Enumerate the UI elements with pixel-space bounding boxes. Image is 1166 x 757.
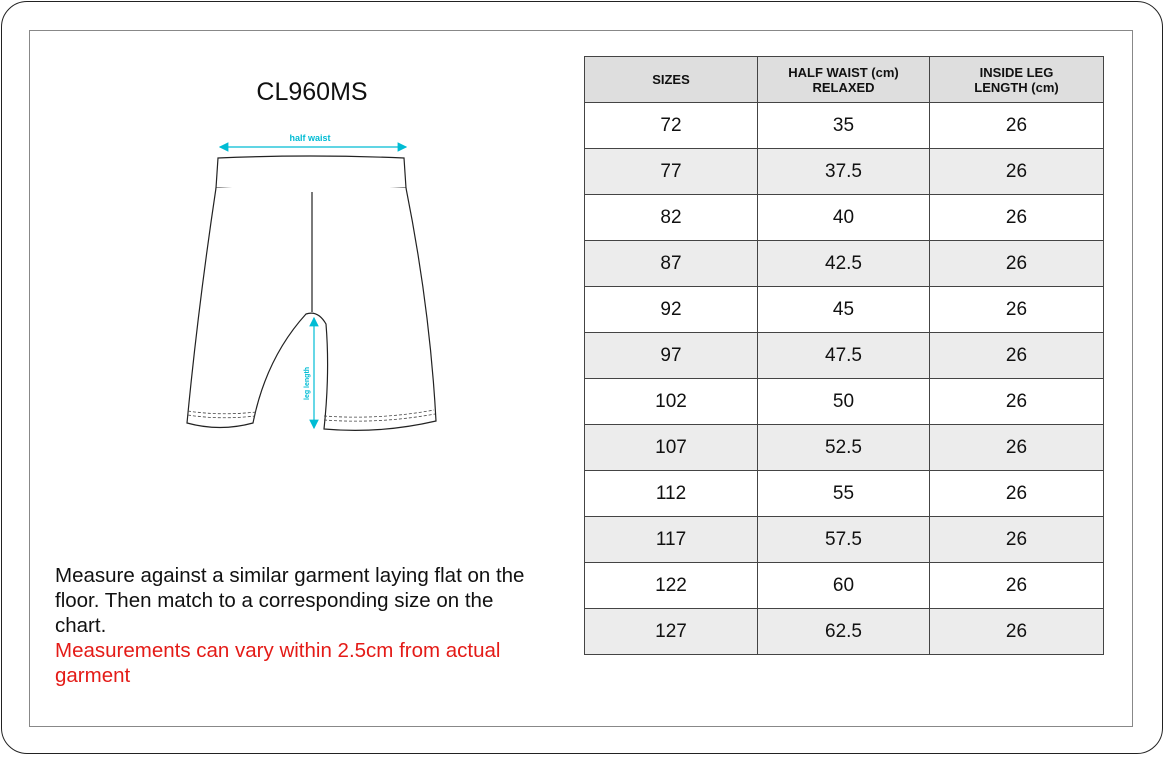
cell-inside-leg: 26 bbox=[930, 103, 1104, 149]
cell-half-waist: 47.5 bbox=[758, 333, 930, 379]
table-row bbox=[585, 287, 1104, 333]
product-code: CL960MS bbox=[256, 78, 368, 106]
header-inside-leg: INSIDE LEG LENGTH (cm) bbox=[930, 57, 1104, 103]
cell-size: 82 bbox=[585, 195, 758, 241]
cell-half-waist: 40 bbox=[758, 195, 930, 241]
cell-half-waist: 62.5 bbox=[758, 609, 930, 655]
header-half-waist: HALF WAIST (cm) RELAXED bbox=[758, 57, 930, 103]
cell-size: 92 bbox=[585, 287, 758, 333]
cell-inside-leg: 26 bbox=[930, 609, 1104, 655]
cell-size: 102 bbox=[585, 379, 758, 425]
table-row bbox=[585, 195, 1104, 241]
table-row bbox=[585, 609, 1104, 655]
cell-half-waist: 35 bbox=[758, 103, 930, 149]
waistband bbox=[216, 156, 406, 190]
cell-inside-leg: 26 bbox=[930, 379, 1104, 425]
cell-size: 127 bbox=[585, 609, 758, 655]
cell-size: 97 bbox=[585, 333, 758, 379]
half-waist-label: half waist bbox=[289, 133, 331, 143]
cell-half-waist: 45 bbox=[758, 287, 930, 333]
cell-size: 117 bbox=[585, 517, 758, 563]
cell-inside-leg: 26 bbox=[930, 517, 1104, 563]
cell-half-waist: 37.5 bbox=[758, 149, 930, 195]
size-chart-table bbox=[584, 56, 1104, 655]
leg-length-label: leg length bbox=[304, 366, 311, 400]
table-row bbox=[585, 241, 1104, 287]
shorts-diagram bbox=[180, 128, 450, 438]
cell-size: 107 bbox=[585, 425, 758, 471]
cell-half-waist: 60 bbox=[758, 563, 930, 609]
cell-half-waist: 42.5 bbox=[758, 241, 930, 287]
table-row bbox=[585, 333, 1104, 379]
measurement-instruction: Measure against a similar garment laying flat on the floor. Then match to a corresponding size on the chart. bbox=[55, 564, 525, 637]
cell-inside-leg: 26 bbox=[930, 287, 1104, 333]
cell-half-waist: 57.5 bbox=[758, 517, 930, 563]
table-row bbox=[585, 517, 1104, 563]
table-body bbox=[585, 103, 1104, 655]
cell-half-waist: 52.5 bbox=[758, 425, 930, 471]
table-row bbox=[585, 471, 1104, 517]
cell-inside-leg: 26 bbox=[930, 425, 1104, 471]
table-row bbox=[585, 103, 1104, 149]
cell-inside-leg: 26 bbox=[930, 563, 1104, 609]
cell-size: 77 bbox=[585, 149, 758, 195]
table-header-row bbox=[585, 57, 1104, 103]
table-row bbox=[585, 425, 1104, 471]
cell-inside-leg: 26 bbox=[930, 195, 1104, 241]
cell-inside-leg: 26 bbox=[930, 333, 1104, 379]
table-row bbox=[585, 379, 1104, 425]
cell-half-waist: 55 bbox=[758, 471, 930, 517]
cell-size: 87 bbox=[585, 241, 758, 287]
cell-half-waist: 50 bbox=[758, 379, 930, 425]
cell-size: 122 bbox=[585, 563, 758, 609]
cell-size: 72 bbox=[585, 103, 758, 149]
table-row bbox=[585, 149, 1104, 195]
cell-inside-leg: 26 bbox=[930, 241, 1104, 287]
header-sizes: SIZES bbox=[585, 57, 758, 103]
measurement-warning: Measurements can vary within 2.5cm from actual garment bbox=[55, 639, 501, 687]
cell-size: 112 bbox=[585, 471, 758, 517]
table-row bbox=[585, 563, 1104, 609]
measurement-note bbox=[55, 563, 545, 688]
cell-inside-leg: 26 bbox=[930, 149, 1104, 195]
cell-inside-leg: 26 bbox=[930, 471, 1104, 517]
